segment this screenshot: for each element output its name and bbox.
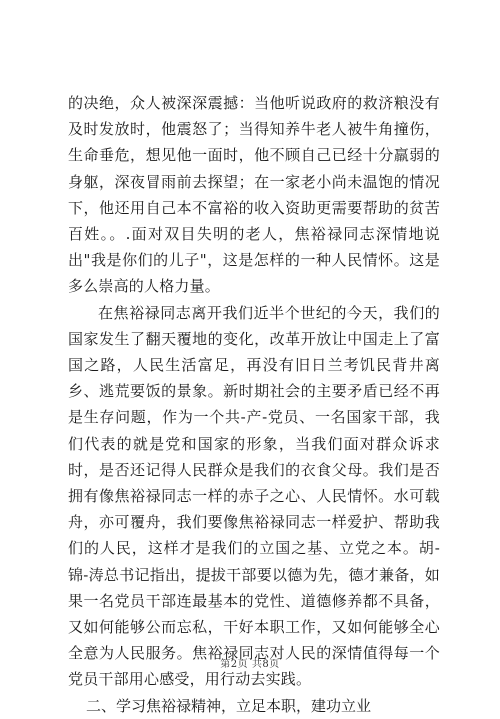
section-heading: 二、学习焦裕禄精神，立足本职，建功立业: [86, 696, 372, 715]
document-body: [68, 90, 440, 719]
paragraph-continued: 的决绝，众人被深深震撼：当他听说政府的救济粮没有及时发放时，他震怒了；当得知养牛老人被牛角撞伤，生命垂危，想见他一面时，他不顾自己已经十分羸弱的身躯，深夜冒雨前去探望；在一家老小尚未温饱的情况下，他还用自己本不富裕的收入资助更需要帮助的贫苦百姓。。.面对双目失明的老人，焦裕禄同志深情地说出"我是你们的儿子"，这是怎样的一种人民情怀。这是多么崇高的人格力量。: [68, 94, 440, 296]
page-number-footer: 第2页 共8页: [220, 659, 280, 670]
paragraph: 在焦裕禄同志离开我们近半个世纪的今天，我们的国家发生了翻天覆地的变化，改革开放让中国走上了富国之路，人民生活富足，再没有旧日兰考饥民背井离乡、逃荒要饭的景象。新时期社会的主要矛盾已经不再是生存问题，作为一个共-产-党员、一名国家干部，我们代表的就是党和国家的形象，当我们面对群众诉求时，是否还记得人民群众是我们的衣食父母。我们是否拥有像焦裕禄同志一样的赤子之心、人民情怀。水可载舟，亦可覆舟，我们要像焦裕禄同志一样爱护、帮助我们的人民，这样才是我们的立国之基、立党之本。胡-锦-涛总书记指出，提拔干部要以德为先，德才兼备，如果一名党员干部连最基本的党性、道德修养都不具备，又如何能够公而忘私，干好本职工作，又如何能够全心全意为人民服务。焦裕禄同志对人民的深情值得每一个党员干部用心感受，用行动去实践。: [68, 303, 440, 689]
